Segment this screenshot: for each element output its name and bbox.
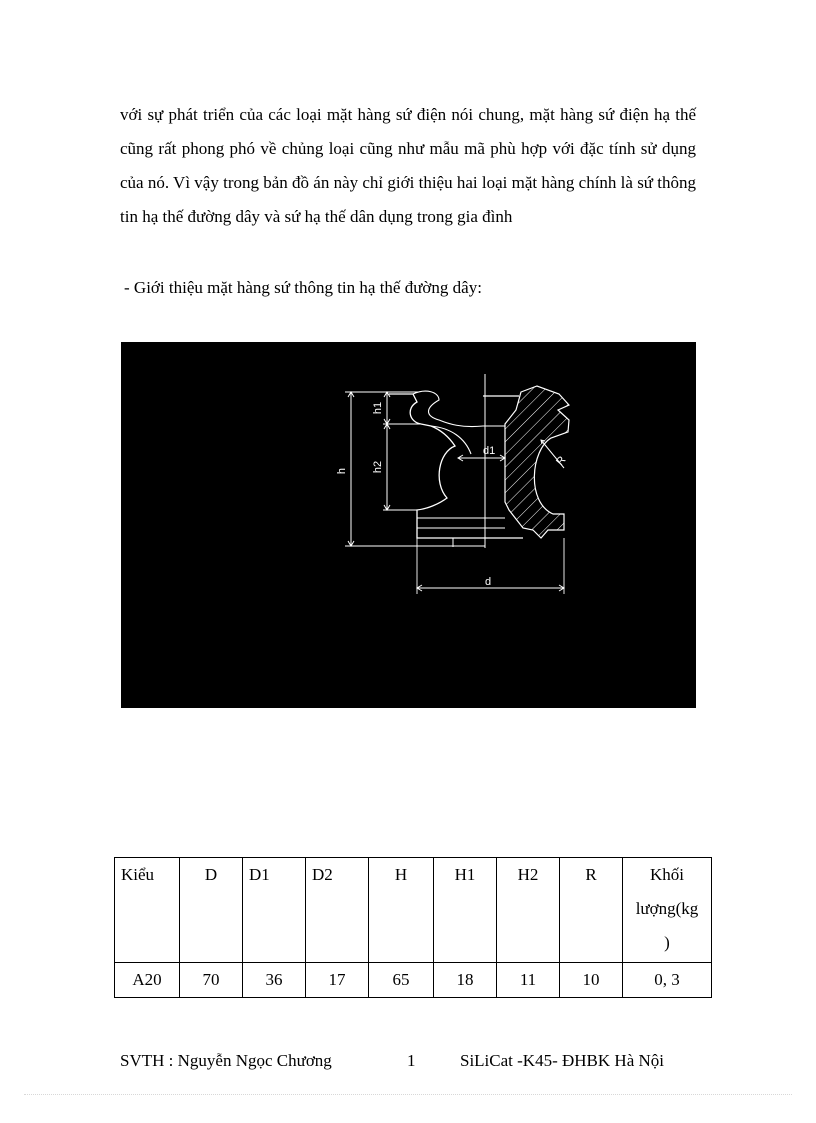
table-header-cell: H2 bbox=[497, 858, 560, 963]
d-label: d bbox=[485, 576, 492, 588]
table-header-cell: H1 bbox=[434, 858, 497, 963]
footer-institution: SiLiCat -K45- ĐHBK Hà Nội bbox=[460, 1051, 664, 1070]
weight-header-line: lượng(kg bbox=[635, 899, 699, 918]
insulator-drawing bbox=[121, 342, 696, 708]
weight-header-line: ) bbox=[664, 933, 670, 952]
r-label: R bbox=[554, 454, 569, 468]
page-divider bbox=[24, 1094, 792, 1095]
table-header-cell: Kiểu bbox=[115, 858, 180, 963]
footer-author: SVTH : Nguyễn Ngọc Chương bbox=[120, 1051, 332, 1070]
table-header-row bbox=[115, 858, 712, 963]
body-paragraph: với sự phát triển của các loại mặt hàng sứ điện nói chung, mặt hàng sứ điện hạ thế cũng rất phong phó về chủng loại cũng như mẫu mã phù hợp với đặc tính sử dụng của nó. Vì vậy trong bản đồ án này chỉ giới thiệu hai loại mặt hàng chính là sứ thông tin hạ thế đường dây và sứ hạ thế dân dụng trong gia đình bbox=[120, 105, 696, 226]
table-cell: 70 bbox=[180, 963, 243, 998]
table-cell: 65 bbox=[369, 963, 434, 998]
section-bullet: - Giới thiệu mặt hàng sứ thông tin hạ thế đường dây: bbox=[124, 278, 482, 297]
footer-page-number: 1 bbox=[407, 1051, 416, 1070]
table-row bbox=[115, 963, 712, 998]
table-cell: 36 bbox=[243, 963, 306, 998]
table-header-cell-weight bbox=[623, 858, 712, 963]
d1-label: d1 bbox=[483, 445, 496, 457]
weight-header-line: Khối bbox=[650, 865, 684, 884]
specs-table bbox=[114, 857, 712, 998]
table-header-cell: H bbox=[369, 858, 434, 963]
insulator-outline bbox=[389, 394, 523, 538]
h1-label: h1 bbox=[372, 401, 384, 415]
table-cell: 11 bbox=[497, 963, 560, 998]
table-cell: 17 bbox=[306, 963, 369, 998]
table-cell: 18 bbox=[434, 963, 497, 998]
table-cell: 10 bbox=[560, 963, 623, 998]
table-cell: 0, 3 bbox=[623, 963, 712, 998]
h-label: h bbox=[336, 467, 348, 475]
table-cell: A20 bbox=[115, 963, 180, 998]
table-header-cell: D2 bbox=[306, 858, 369, 963]
table-header-cell: D1 bbox=[243, 858, 306, 963]
table-header-cell: R bbox=[560, 858, 623, 963]
table-header-cell: D bbox=[180, 858, 243, 963]
h2-label: h2 bbox=[372, 460, 384, 474]
